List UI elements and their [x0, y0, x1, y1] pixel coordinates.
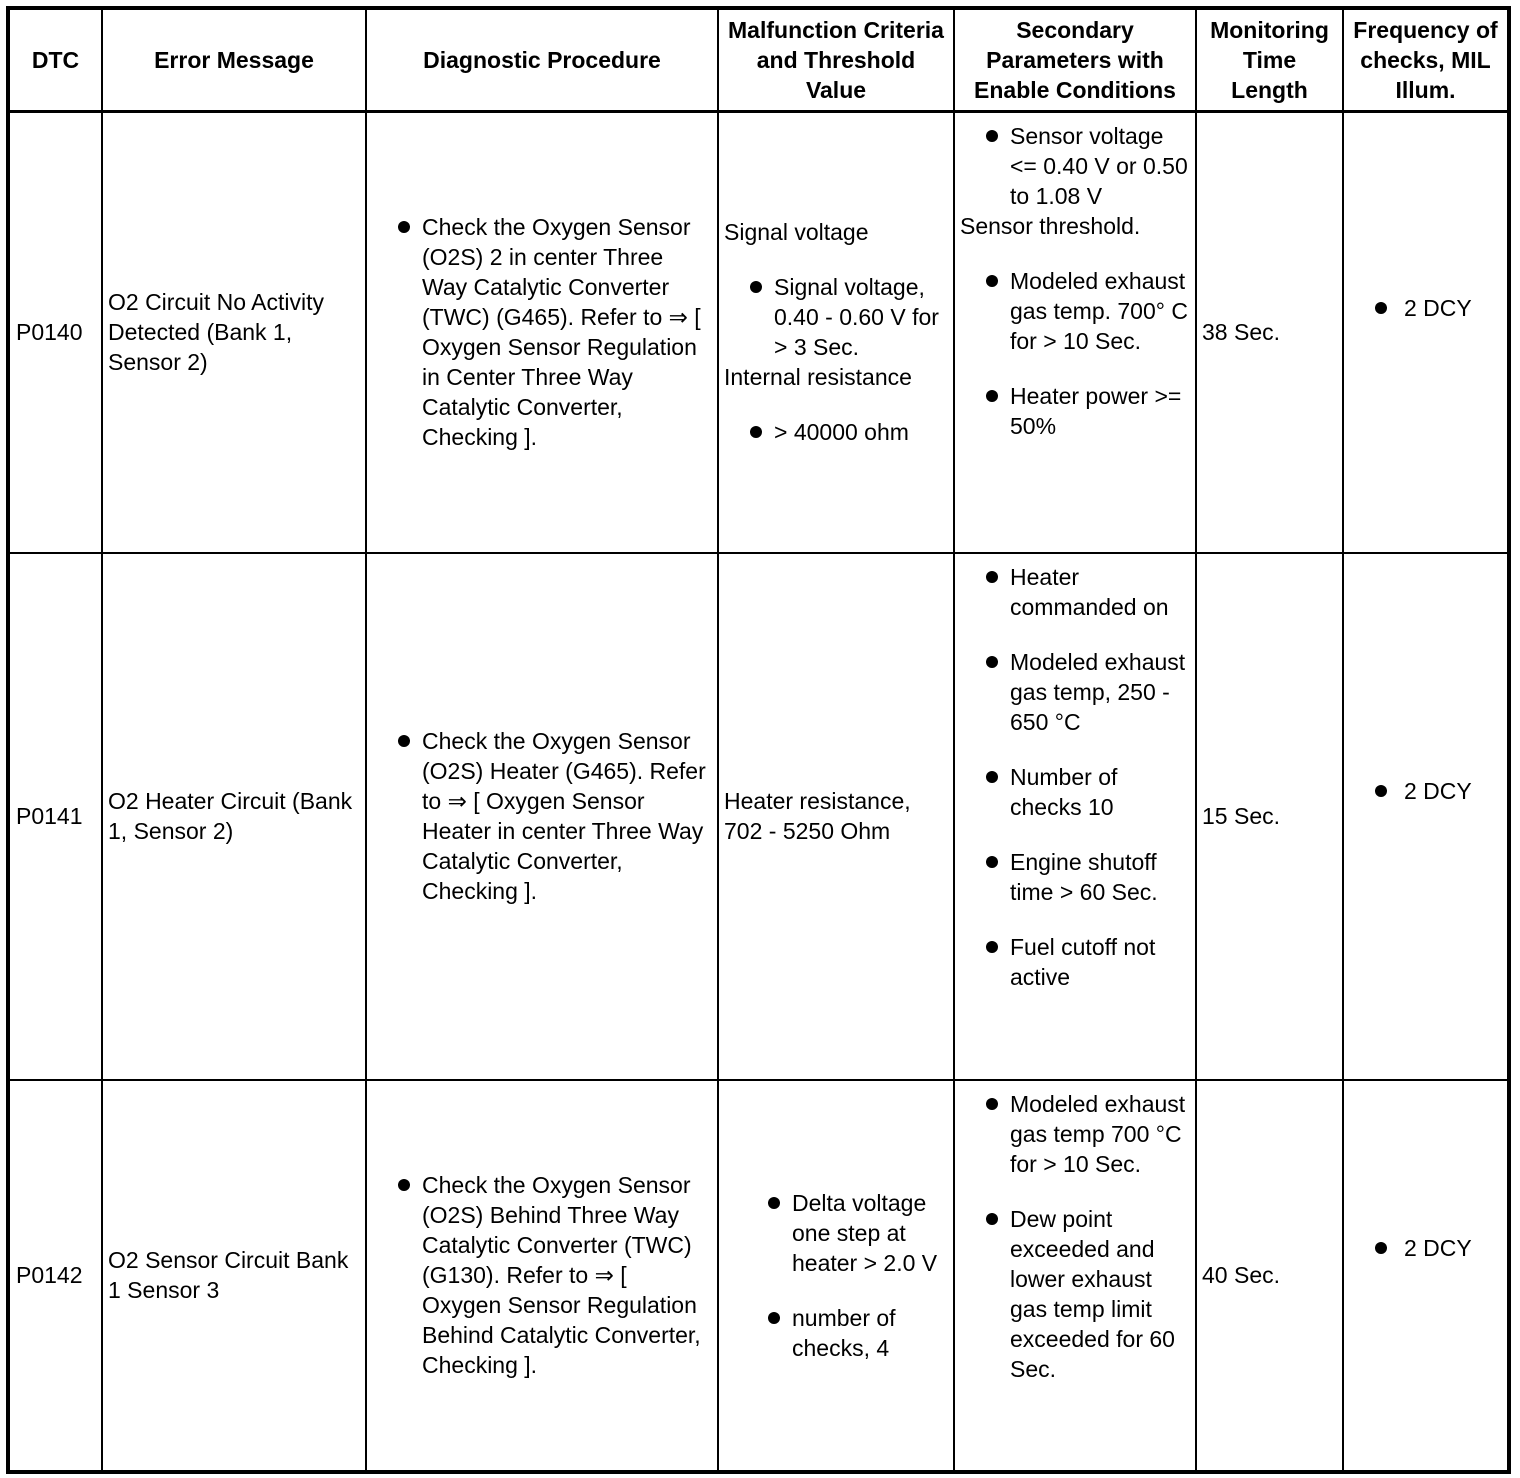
- secondary-bullet: Number of checks 10: [960, 762, 1190, 822]
- header-malfunction-criteria: Malfunction Criteria and Threshold Value: [718, 8, 954, 112]
- header-diagnostic-procedure: Diagnostic Procedure: [366, 8, 718, 112]
- secondary-bullet: Modeled exhaust gas temp 700 °C for > 10 Sec.: [960, 1089, 1190, 1179]
- error-message: O2 Circuit No Activity Detected (Bank 1, Sensor 2): [102, 112, 366, 553]
- secondary-parameters: [954, 112, 1196, 553]
- secondary-bullet: Fuel cutoff not active: [960, 932, 1190, 992]
- dtc-code: P0141: [8, 553, 102, 1080]
- malfunction-criteria: [718, 1080, 954, 1472]
- dtc-code: P0142: [8, 1080, 102, 1472]
- secondary-label: Sensor threshold.: [960, 213, 1141, 239]
- criteria-bullet: > 40000 ohm: [724, 417, 948, 447]
- malfunction-criteria: Heater resistance, 702 - 5250 Ohm: [718, 553, 954, 1080]
- diagnostic-procedure: [366, 553, 718, 1080]
- secondary-bullet: Modeled exhaust gas temp. 700° C for > 10 Sec.: [960, 266, 1190, 356]
- header-secondary-parameters: Secondary Parameters with Enable Conditions: [954, 8, 1196, 112]
- diagnostic-procedure: [366, 112, 718, 553]
- frequency: [1343, 553, 1509, 1080]
- frequency: [1343, 1080, 1509, 1472]
- frequency-bullet: 2 DCY: [1349, 1233, 1502, 1263]
- criteria-label: Internal resistance: [724, 364, 912, 391]
- header-monitoring-time: Monitoring Time Length: [1196, 8, 1343, 112]
- monitoring-time: 40 Sec.: [1196, 1080, 1343, 1472]
- header-row: [8, 8, 1509, 112]
- monitoring-time: 15 Sec.: [1196, 553, 1343, 1080]
- table-row: [8, 1080, 1509, 1472]
- frequency: [1343, 112, 1509, 553]
- frequency-bullet: 2 DCY: [1349, 293, 1502, 323]
- dtc-code: P0140: [8, 112, 102, 553]
- header-error-message: Error Message: [102, 8, 366, 112]
- secondary-bullet: Heater power >= 50%: [960, 381, 1190, 441]
- criteria-label: Signal voltage: [724, 219, 869, 246]
- criteria-bullet: number of checks, 4: [742, 1303, 948, 1363]
- secondary-parameters: [954, 1080, 1196, 1472]
- secondary-bullet: Heater commanded on: [960, 562, 1190, 622]
- secondary-bullet: Engine shutoff time > 60 Sec.: [960, 847, 1190, 907]
- header-dtc: DTC: [8, 8, 102, 112]
- procedure-bullet: Check the Oxygen Sensor (O2S) Behind Three Way Catalytic Converter (TWC) (G130). Refer to ⇒ [ Oxygen Sensor Regulation Behind Catalytic Converter, Checking ].: [372, 1170, 712, 1380]
- table-row: [8, 112, 1509, 553]
- diagnostic-procedure: [366, 1080, 718, 1472]
- frequency-bullet: 2 DCY: [1349, 776, 1502, 806]
- criteria-bullet: Delta voltage one step at heater > 2.0 V: [742, 1188, 948, 1278]
- secondary-bullet: Modeled exhaust gas temp, 250 - 650 °C: [960, 647, 1190, 737]
- procedure-bullet: Check the Oxygen Sensor (O2S) 2 in center Three Way Catalytic Converter (TWC) (G465). Refer to ⇒ [ Oxygen Sensor Regulation in Center Three Way Catalytic Converter, Checking ].: [372, 212, 712, 452]
- secondary-parameters: [954, 553, 1196, 1080]
- monitoring-time: 38 Sec.: [1196, 112, 1343, 553]
- header-frequency: Frequency of checks, MIL Illum.: [1343, 8, 1509, 112]
- secondary-bullet: Sensor voltage <= 0.40 V or 0.50 to 1.08 V: [960, 121, 1190, 211]
- criteria-bullet: Signal voltage, 0.40 - 0.60 V for > 3 Sec.: [724, 272, 948, 362]
- procedure-bullet: Check the Oxygen Sensor (O2S) Heater (G465). Refer to ⇒ [ Oxygen Sensor Heater in center Three Way Catalytic Converter, Checking ].: [372, 726, 712, 906]
- secondary-bullet: Dew point exceeded and lower exhaust gas temp limit exceeded for 60 Sec.: [960, 1204, 1190, 1384]
- error-message: O2 Heater Circuit (Bank 1, Sensor 2): [102, 553, 366, 1080]
- table-row: [8, 553, 1509, 1080]
- dtc-table: [6, 6, 1511, 1474]
- error-message: O2 Sensor Circuit Bank 1 Sensor 3: [102, 1080, 366, 1472]
- malfunction-criteria: [718, 112, 954, 553]
